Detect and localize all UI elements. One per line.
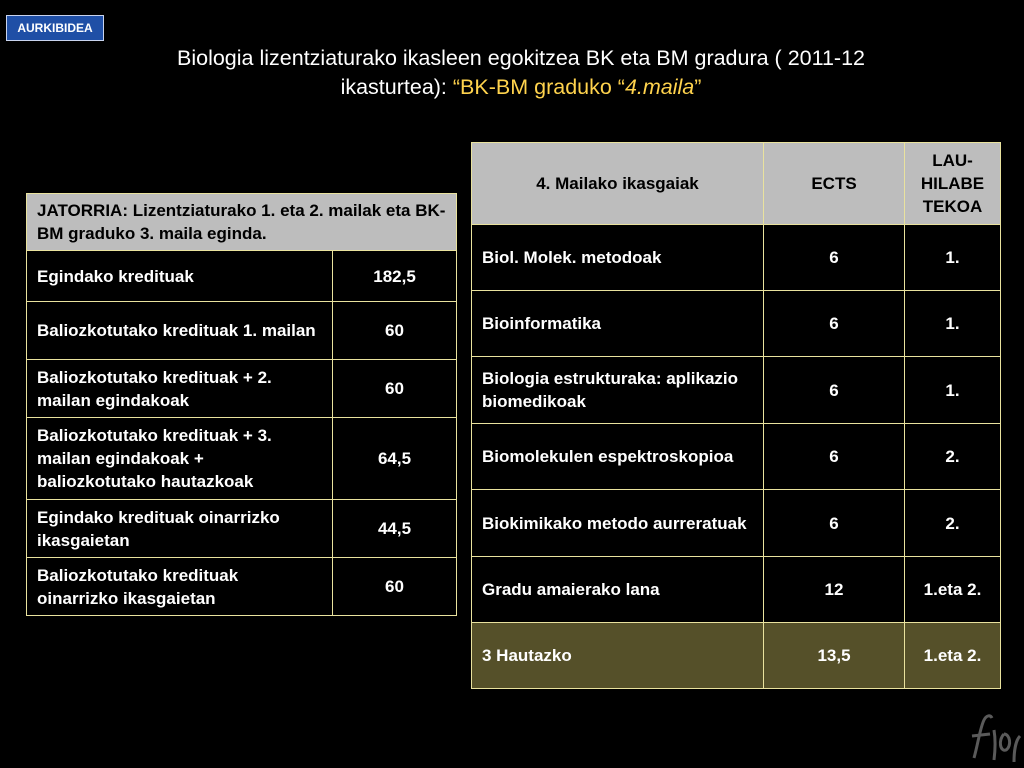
credit-label: Baliozkotutako kredituak oinarrizko ikasgaietan bbox=[27, 558, 333, 616]
table-row-highlighted bbox=[472, 623, 1001, 689]
origin-header-row bbox=[27, 194, 457, 251]
table-row bbox=[472, 557, 1001, 623]
credit-value: 44,5 bbox=[333, 500, 457, 558]
aurkibidea-button[interactable]: AURKIBIDEA bbox=[6, 15, 104, 41]
subject-ects: 6 bbox=[764, 490, 905, 557]
subject-ects: 6 bbox=[764, 225, 905, 291]
credit-label: Egindako kredituak bbox=[27, 251, 333, 302]
table-row bbox=[472, 490, 1001, 557]
title-line-1: Biologia lizentziaturako ikasleen egokitzea BK eta BM gradura ( 2011-12 bbox=[177, 46, 865, 70]
credit-value: 60 bbox=[333, 302, 457, 360]
fourth-year-subjects-table bbox=[471, 142, 1001, 689]
table-row bbox=[27, 302, 457, 360]
title-italic: 4.maila bbox=[624, 75, 695, 99]
table-row bbox=[27, 500, 457, 558]
header-subjects: 4. Mailako ikasgaiak bbox=[472, 143, 764, 225]
table-row bbox=[27, 558, 457, 616]
subjects-header-row bbox=[472, 143, 1001, 225]
credit-value: 60 bbox=[333, 558, 457, 616]
subject-term: 1.eta 2. bbox=[905, 623, 1001, 689]
subject-term: 1. bbox=[905, 357, 1001, 424]
table-row bbox=[472, 291, 1001, 357]
subject-name: Biologia estrukturaka: aplikazio biomedikoak bbox=[472, 357, 764, 424]
page-title bbox=[60, 44, 982, 102]
subject-term: 2. bbox=[905, 490, 1001, 557]
subject-ects: 6 bbox=[764, 424, 905, 490]
subject-term: 1.eta 2. bbox=[905, 557, 1001, 623]
subject-term: 1. bbox=[905, 291, 1001, 357]
subject-ects: 6 bbox=[764, 357, 905, 424]
table-row bbox=[27, 251, 457, 302]
table-row bbox=[472, 225, 1001, 291]
table-row bbox=[472, 424, 1001, 490]
header-term: LAU-HILABE TEKOA bbox=[905, 143, 1001, 225]
subject-term: 2. bbox=[905, 424, 1001, 490]
subject-ects: 6 bbox=[764, 291, 905, 357]
subject-ects: 13,5 bbox=[764, 623, 905, 689]
title-line-2: ikasturtea): bbox=[340, 75, 453, 99]
table-row bbox=[27, 360, 457, 418]
title-quote-close: ” bbox=[694, 75, 702, 99]
subject-name: Biol. Molek. metodoak bbox=[472, 225, 764, 291]
table-row bbox=[27, 418, 457, 500]
credit-value: 182,5 bbox=[333, 251, 457, 302]
credit-value: 60 bbox=[333, 360, 457, 418]
subject-name: 3 Hautazko bbox=[472, 623, 764, 689]
subject-name: Gradu amaierako lana bbox=[472, 557, 764, 623]
subject-name: Biokimikako metodo aurreratuak bbox=[472, 490, 764, 557]
title-quote: “BK-BM graduko “ bbox=[452, 75, 625, 99]
credit-value: 64,5 bbox=[333, 418, 457, 500]
header-ects: ECTS bbox=[764, 143, 905, 225]
credit-label: Baliozkotutako kredituak + 3. mailan egindakoak + baliozkotutako hautazkoak bbox=[27, 418, 333, 500]
credit-label: Baliozkotutako kredituak + 2. mailan egindakoak bbox=[27, 360, 333, 418]
subject-ects: 12 bbox=[764, 557, 905, 623]
credit-label: Egindako kredituak oinarrizko ikasgaietan bbox=[27, 500, 333, 558]
table-row bbox=[472, 357, 1001, 424]
subject-term: 1. bbox=[905, 225, 1001, 291]
origin-credits-table bbox=[26, 193, 457, 616]
watermark-logo-icon bbox=[968, 706, 1022, 764]
origin-header-cell: JATORRIA: Lizentziaturako 1. eta 2. mailak eta BK-BM graduko 3. maila eginda. bbox=[27, 194, 457, 251]
credit-label: Baliozkotutako kredituak 1. mailan bbox=[27, 302, 333, 360]
subject-name: Biomolekulen espektroskopioa bbox=[472, 424, 764, 490]
subject-name: Bioinformatika bbox=[472, 291, 764, 357]
